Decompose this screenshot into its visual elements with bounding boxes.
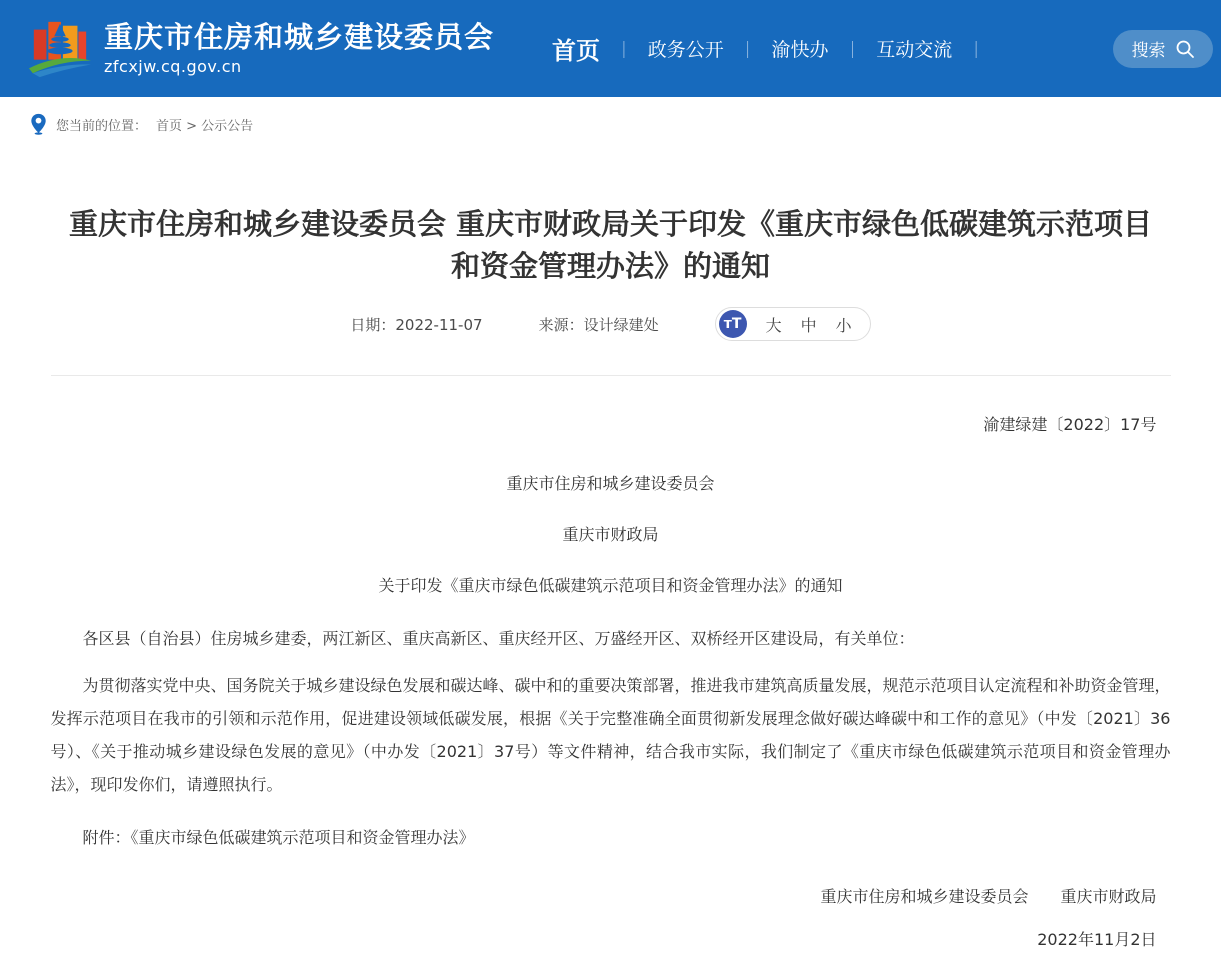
search-button[interactable] — [1113, 30, 1213, 68]
font-size-widget — [715, 307, 871, 341]
nav-item-home[interactable]: 首页 — [552, 37, 601, 65]
article-container — [51, 203, 1171, 956]
nav-separator: | — [849, 38, 856, 59]
breadcrumb-prefix: 您当前的位置： — [56, 118, 148, 134]
site-url: zfcxjw.cq.gov.cn — [104, 57, 242, 77]
nav-separator: | — [621, 38, 627, 59]
document-number: 渝建绿建〔2022〕17号 — [983, 415, 1157, 434]
font-size-large-button[interactable]: 大 — [765, 315, 782, 335]
document-body — [51, 408, 1171, 956]
document-subject: 关于印发《重庆市绿色低碳建筑示范项目和资金管理办法》的通知 — [378, 576, 843, 595]
content-divider — [51, 375, 1171, 376]
article-title: 重庆市住房和城乡建设委员会 重庆市财政局关于印发《重庆市绿色低碳建筑示范项目和资金管理办法》的通知 — [68, 207, 1153, 283]
search-button-label: 搜索 — [1131, 41, 1166, 61]
signature-date: 2022年11月2日 — [1037, 930, 1157, 949]
main-paragraph: 为贯彻落实党中央、国务院关于城乡建设绿色发展和碳达峰、碳中和的重要决策部署，推进我市建筑高质量发展，规范示范项目认定流程和补助资金管理，发挥示范项目在我市的引领和示范作用，促进建设领域低碳发展，根据《关于完整准确全面贯彻新发展理念做好碳达峰碳中和工作的意见》（中发〔2021〕36号）、《关于推动城乡建设绿色发展的意见》（中办发〔2021〕37号）等文件精神，结合我市实际，我们制定了《重庆市绿色低碳建筑示范项目和资金管理办法》，现印发你们，请遵照执行。 — [50, 676, 1171, 794]
site-header — [0, 0, 1221, 97]
issuer-line-1: 重庆市住房和城乡建设委员会 — [506, 474, 715, 493]
location-pin-icon — [30, 113, 47, 135]
nav-item-yukuaiban[interactable]: 渝快办 — [771, 39, 829, 61]
main-nav — [552, 31, 1000, 66]
issuer-line-2: 重庆市财政局 — [562, 525, 659, 544]
article-source: 来源：设计绿建处 — [538, 315, 659, 334]
site-name: 重庆市住房和城乡建设委员会 — [104, 19, 495, 54]
attachment-line: 附件：《重庆市绿色低碳建筑示范项目和资金管理办法》 — [82, 828, 475, 847]
nav-separator: | — [744, 38, 751, 59]
font-size-small-button[interactable]: 小 — [835, 315, 852, 335]
font-size-medium-button[interactable]: 中 — [800, 315, 817, 335]
site-logo-icon — [28, 16, 92, 82]
nav-separator: | — [973, 38, 979, 59]
search-icon — [1175, 39, 1195, 59]
article-date: 日期：2022-11-07 — [350, 315, 483, 334]
signature-block — [51, 880, 1171, 956]
font-size-icon: тT — [719, 310, 747, 338]
nav-item-interaction[interactable]: 互动交流 — [876, 39, 953, 61]
signature-issuers: 重庆市住房和城乡建设委员会 重庆市财政局 — [820, 887, 1157, 906]
recipients-paragraph: 各区县（自治县）住房城乡建委，两江新区、重庆高新区、重庆经开区、万盛经开区、双桥经开区建设局，有关单位： — [82, 629, 915, 648]
site-brand[interactable] — [28, 16, 494, 82]
breadcrumb — [0, 97, 1221, 147]
nav-item-gov-info[interactable]: 政务公开 — [647, 39, 724, 61]
article-meta-row — [51, 307, 1171, 341]
breadcrumb-path[interactable]: 首页 > 公示公告 — [156, 118, 254, 134]
